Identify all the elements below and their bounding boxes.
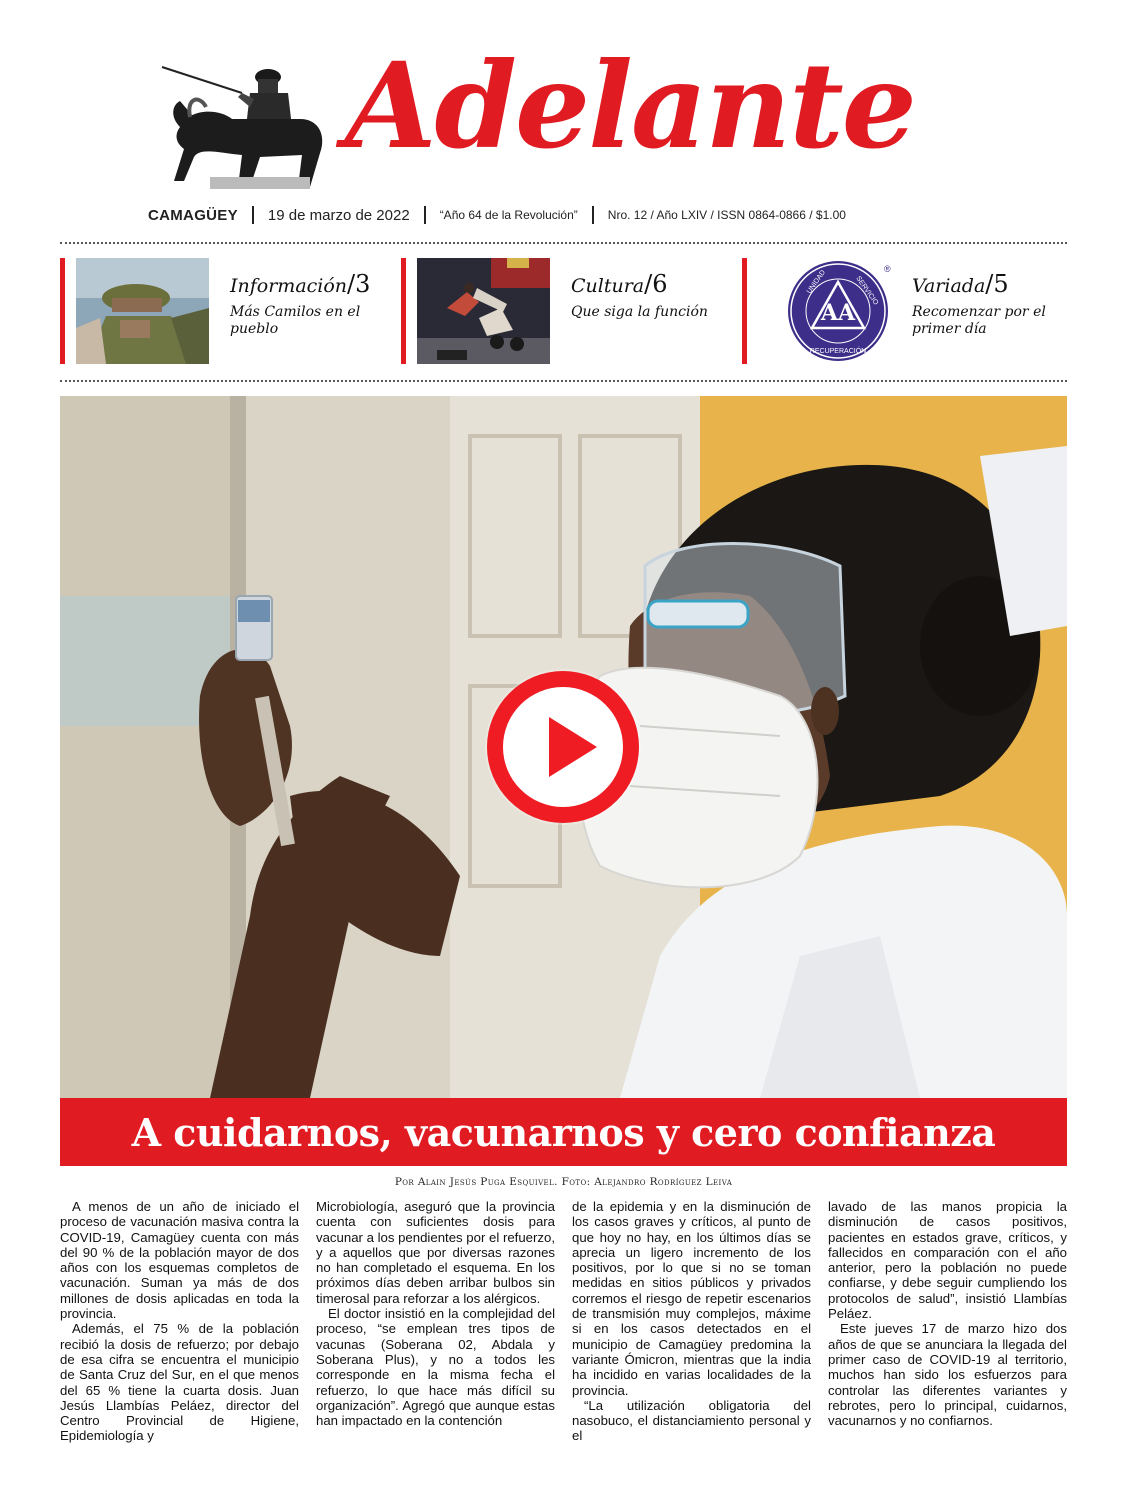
article-column-1 xyxy=(60,1199,299,1444)
paragraph: A menos de un año de iniciado el proceso de vacunación masiva contra la COVID-19, Camagüey cuenta con más del 90 % de la población mayor de dos años con los esquemas completos de vacunación. Suman ya más de dos millones de dosis aplicadas en toda la provincia. xyxy=(60,1199,299,1322)
teaser-section: Variada/5 xyxy=(912,270,1009,298)
alcoholics-anonymous-logo[interactable] xyxy=(758,258,891,364)
issue-number: Nro. 12 / Año LXIV / ISSN 0864-0866 / $1.00 xyxy=(607,208,846,222)
issue-info-bar xyxy=(148,203,988,227)
teaser-text: Recomenzar por el primer día xyxy=(912,304,1046,337)
video-play-button[interactable] xyxy=(487,671,639,823)
equestrian-statue-logo xyxy=(150,57,330,189)
paragraph: Además, el 75 % de la población recibió la dosis de refuerzo; por debajo de esa cifra se encuentra el municipio de Santa Cruz del Sur, en el que menos del 65 % tiene la cuarta dosis. Juan Jesús Llambías Peláez, director del Centro Provincial de Higiene, Epidemiología y xyxy=(60,1321,299,1444)
separator xyxy=(252,206,254,224)
teaser-text: Más Camilos en el pueblo xyxy=(230,304,361,337)
newspaper-logo[interactable]: Adelante xyxy=(345,36,915,175)
paragraph: Este jueves 17 de marzo hizo dos años de que se anunciara la llegada del primer caso de COVID-19 al territorio, muchos han sido los esfuerzos para controlar las diferentes variantes y rebrotes, pero lo principal, cuidarnos, vacunarnos y no confiarnos. xyxy=(828,1321,1067,1429)
teaser-accent-bar xyxy=(401,258,406,364)
paragraph: lavado de las manos propicia la disminución de casos positivos, pacientes en estados grave, críticos, y fallecidos en comparación con el año anterior, pero la población no puede confiarse, y debe seguir cumpliendo los protocolos de salud”, insistió Llambías Peláez. xyxy=(828,1199,1067,1322)
headline-bar xyxy=(60,1098,1067,1166)
separator xyxy=(592,206,594,224)
dotted-divider xyxy=(60,242,1067,244)
teaser-informacion[interactable] xyxy=(60,258,390,366)
article-column-3 xyxy=(572,1199,811,1444)
teaser-section: Información/3 xyxy=(230,270,371,298)
teaser-variada[interactable] xyxy=(742,258,1072,366)
masthead xyxy=(140,36,1020,195)
paragraph: Microbiología, aseguró que la provincia cuenta con suficientes dosis para vacunar a los pendientes por el refuerzo, y a aquellos que por diversas razones no han completado el esquema. En los próximos días deben arribar bulbos sin timerosal para reforzar a los alérgicos. xyxy=(316,1199,555,1306)
article-column-2 xyxy=(316,1199,555,1428)
teaser-section: Cultura/6 xyxy=(571,270,668,298)
paragraph: El doctor insistió en la complejidad del proceso, “se emplean tres tipos de vacunas (Soberana 02, Abdala y Soberana Plus), y no a todos les corresponde en la misma fecha el refuerzo, lo que hace más difícil su organización”. Agregó que aunque estas han impactado en la contención xyxy=(316,1306,555,1429)
separator xyxy=(424,206,426,224)
byline: Por Alain Jesús Puga Esquivel. Foto: Alejandro Rodríguez Leiva xyxy=(394,1176,733,1188)
dotted-divider xyxy=(60,380,1067,382)
teaser-photo-dancers[interactable] xyxy=(417,258,550,364)
teaser-accent-bar xyxy=(60,258,65,364)
article-column-4 xyxy=(828,1199,1067,1428)
teaser-cultura[interactable] xyxy=(401,258,731,366)
aa-service-label: SERVICIO xyxy=(854,275,880,307)
main-headline[interactable]: A cuidarnos, vacunarnos y cero confianza xyxy=(131,1109,996,1155)
issue-date: 19 de marzo de 2022 xyxy=(267,206,410,224)
play-icon xyxy=(487,671,639,823)
aa-letters: AA xyxy=(820,300,856,326)
aa-unity-label: UNIDAD xyxy=(805,269,828,296)
aa-recovery-label: RECUPERACIÓN xyxy=(809,348,867,355)
motto: “Año 64 de la Revolución” xyxy=(439,208,578,222)
registered-mark: ® xyxy=(884,264,891,274)
city: CAMAGÜEY xyxy=(148,206,238,224)
teaser-photo-soldiers[interactable] xyxy=(76,258,209,364)
teaser-accent-bar xyxy=(742,258,747,364)
paragraph: “La utilización obligatoria del nasobuco, el distanciamiento personal y el xyxy=(572,1397,811,1444)
teaser-text: Que siga la función xyxy=(571,304,708,320)
paragraph: de la epidemia y en la disminución de los casos graves y críticos, al punto de que hoy no hay, en los últimos días se aprecia un ligero incremento de los positivos, por lo que si no se toman medidas en sitios públicos y privados corremos el riesgo de repetir escenarios de transmisión muy complejos, máxime si en los casos detectados en el municipio de Camagüey predomina la variante Ómicron, mientras que la india ha incidido en varias localidades de la provincia. xyxy=(572,1199,811,1398)
